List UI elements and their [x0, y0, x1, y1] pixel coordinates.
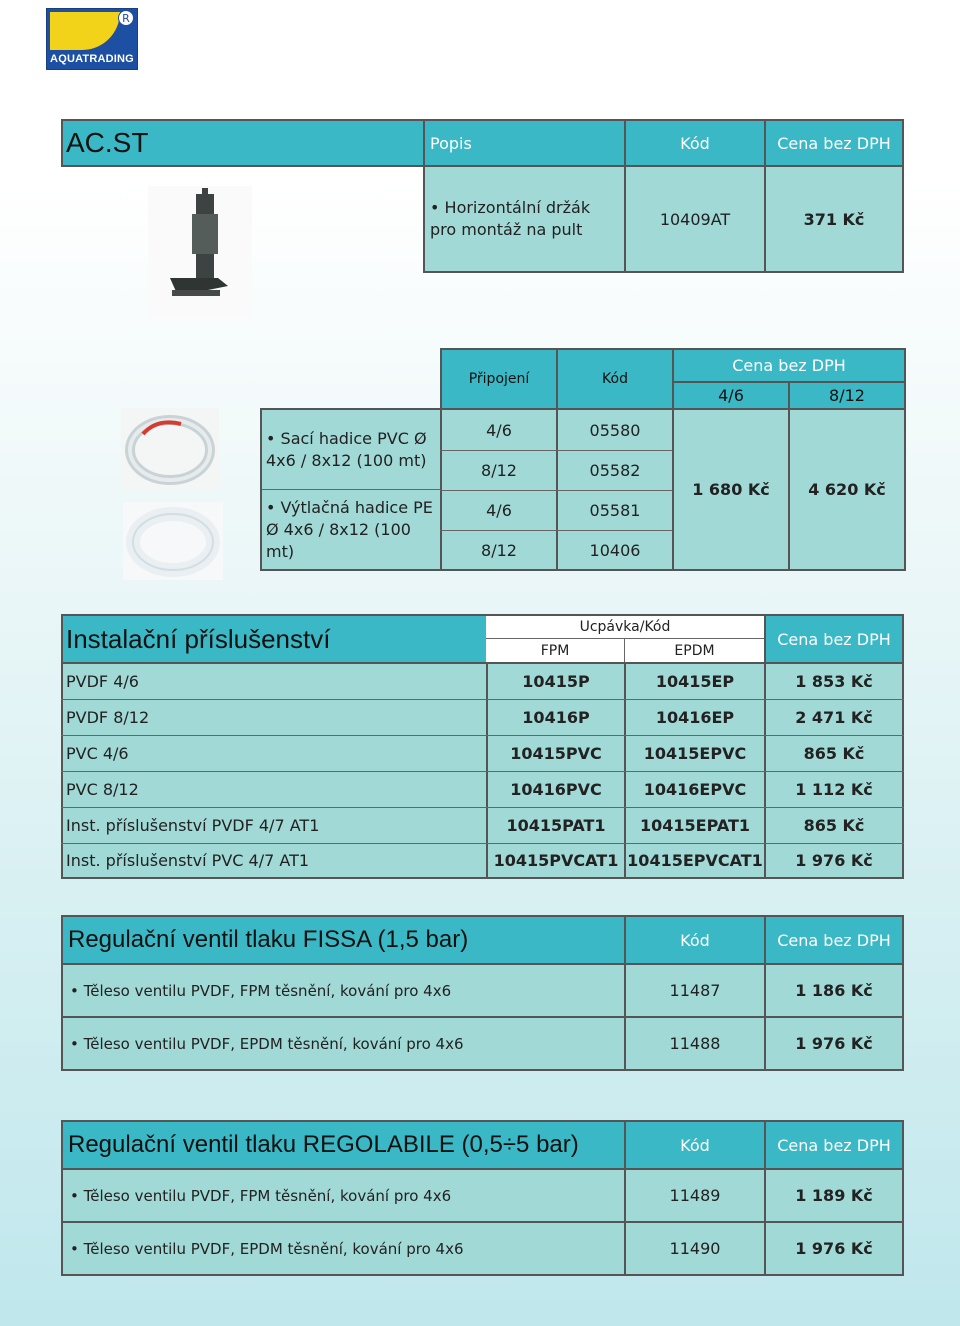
hose-header-46: 4/6	[718, 386, 744, 405]
install-row-cena: 2 471 Kč	[795, 708, 873, 727]
registered-mark: R	[118, 10, 134, 26]
install-header-cena: Cena bez DPH	[777, 629, 891, 649]
acst-item-desc	[430, 167, 620, 271]
acst-item-kod: 10409AT	[659, 209, 731, 229]
hose-desc-pe	[266, 492, 438, 568]
regolabile-header-kod: Kód	[680, 1135, 710, 1155]
hose-row-conn: 8/12	[481, 540, 517, 560]
acst-item-desc-text: • Horizontální držák pro montáž na pult	[430, 197, 620, 241]
pvc-hose-image	[121, 408, 219, 490]
install-row-epdm: 10415EP	[655, 672, 735, 691]
hose-row-kod: 05581	[589, 501, 641, 520]
hose-price-46: 1 680 Kč	[692, 480, 770, 499]
install-row-epdm: 10415EPAT1	[639, 816, 751, 835]
hose-header-kod: Kód	[602, 371, 628, 387]
install-header-ucpavka: Ucpávka/Kód	[579, 619, 671, 635]
fissa-row-desc	[70, 1018, 622, 1069]
install-row-name: PVC 4/6	[66, 744, 129, 763]
hose-header-cena: Cena bez DPH	[732, 356, 846, 375]
pe-hose-image	[123, 502, 223, 580]
install-row-cena: 1 112 Kč	[795, 780, 873, 799]
install-row-fpm: 10415PAT1	[506, 816, 606, 835]
install-row-name: PVDF 4/6	[66, 672, 139, 691]
install-row-name: PVDF 8/12	[66, 708, 150, 727]
fissa-title: Regulační ventil tlaku FISSA (1,5 bar)	[68, 926, 469, 953]
fissa-row-desc	[70, 965, 622, 1016]
aquatrading-logo	[46, 8, 138, 70]
regolabile-row-desc-text: • Těleso ventilu PVDF, EPDM těsnění, kování pro 4x6	[70, 1240, 464, 1258]
hose-header-pripojeni: Připojení	[468, 371, 530, 387]
hose-row-conn: 8/12	[481, 461, 517, 480]
install-header-fpm: FPM	[540, 643, 570, 659]
install-row-fpm: 10415P	[522, 672, 590, 691]
install-title: Instalační příslušenství	[66, 623, 331, 654]
regolabile-row-cena: 1 189 Kč	[795, 1186, 873, 1205]
fissa-row-desc-text: • Těleso ventilu PVDF, EPDM těsnění, kování pro 4x6	[70, 1035, 464, 1053]
hose-desc-pe-text: • Výtlačná hadice PE Ø 4x6 / 8x12 (100 mt)	[266, 497, 438, 563]
fissa-row-cena: 1 976 Kč	[795, 1034, 873, 1053]
install-row-cena: 865 Kč	[803, 816, 865, 835]
logo-brand-text: AQUATRADING	[50, 53, 134, 65]
hose-price-812: 4 620 Kč	[808, 480, 886, 499]
fissa-row-kod: 11488	[669, 1034, 721, 1053]
install-row-name: PVC 8/12	[66, 780, 139, 799]
hose-row-kod: 10406	[589, 540, 641, 560]
acst-item-cena: 371 Kč	[803, 209, 865, 229]
install-row-fpm: 10416PVC	[510, 780, 602, 799]
install-row-fpm: 10415PVCAT1	[493, 851, 619, 870]
install-row-fpm: 10416P	[522, 708, 590, 727]
hose-row-conn: 4/6	[486, 420, 512, 440]
install-row-fpm: 10415PVC	[510, 744, 602, 763]
regolabile-row-kod: 11490	[669, 1239, 721, 1258]
acst-title: AC.ST	[66, 127, 149, 158]
hose-header-812: 8/12	[829, 386, 865, 405]
fissa-row-kod: 11487	[669, 981, 721, 1000]
install-row-epdm: 10415EPVCAT1	[627, 851, 763, 870]
install-row-name: Inst. příslušenství PVDF 4/7 AT1	[66, 816, 320, 835]
regolabile-header-cena: Cena bez DPH	[777, 1135, 891, 1155]
regolabile-row-cena: 1 976 Kč	[795, 1239, 873, 1258]
fissa-header-kod: Kód	[680, 930, 710, 950]
install-header-epdm: EPDM	[674, 643, 715, 659]
acst-header-kod: Kód	[680, 133, 710, 153]
install-row-epdm: 10416EP	[655, 708, 735, 727]
wave-emblem	[50, 12, 120, 50]
regolabile-title: Regulační ventil tlaku REGOLABILE (0,5÷5 bar)	[68, 1131, 579, 1158]
fissa-header-cena: Cena bez DPH	[777, 930, 891, 950]
hose-row-kod: 05582	[589, 461, 641, 480]
fissa-row-cena: 1 186 Kč	[795, 981, 873, 1000]
install-row-cena: 865 Kč	[803, 744, 865, 763]
hose-desc-pvc-text: • Sací hadice PVC Ø 4x6 / 8x12 (100 mt)	[266, 428, 438, 472]
acst-header-popis: Popis	[430, 133, 472, 153]
hose-row-conn: 4/6	[486, 501, 512, 520]
regolabile-row-desc	[70, 1170, 622, 1221]
hose-desc-pvc	[266, 412, 438, 488]
regolabile-row-kod: 11489	[669, 1186, 721, 1205]
install-row-cena: 1 853 Kč	[795, 672, 873, 691]
regolabile-row-desc-text: • Těleso ventilu PVDF, FPM těsnění, kování pro 4x6	[70, 1187, 451, 1205]
install-row-epdm: 10415EPVC	[643, 744, 747, 763]
install-row-name: Inst. příslušenství PVC 4/7 AT1	[66, 851, 310, 870]
install-row-cena: 1 976 Kč	[795, 851, 873, 870]
install-row-epdm: 10416EPVC	[643, 780, 747, 799]
bracket-product-image	[148, 186, 252, 318]
regolabile-row-desc	[70, 1223, 622, 1274]
hose-row-kod: 05580	[589, 420, 641, 440]
acst-header-cena: Cena bez DPH	[777, 133, 891, 153]
fissa-row-desc-text: • Těleso ventilu PVDF, FPM těsnění, kování pro 4x6	[70, 982, 451, 1000]
